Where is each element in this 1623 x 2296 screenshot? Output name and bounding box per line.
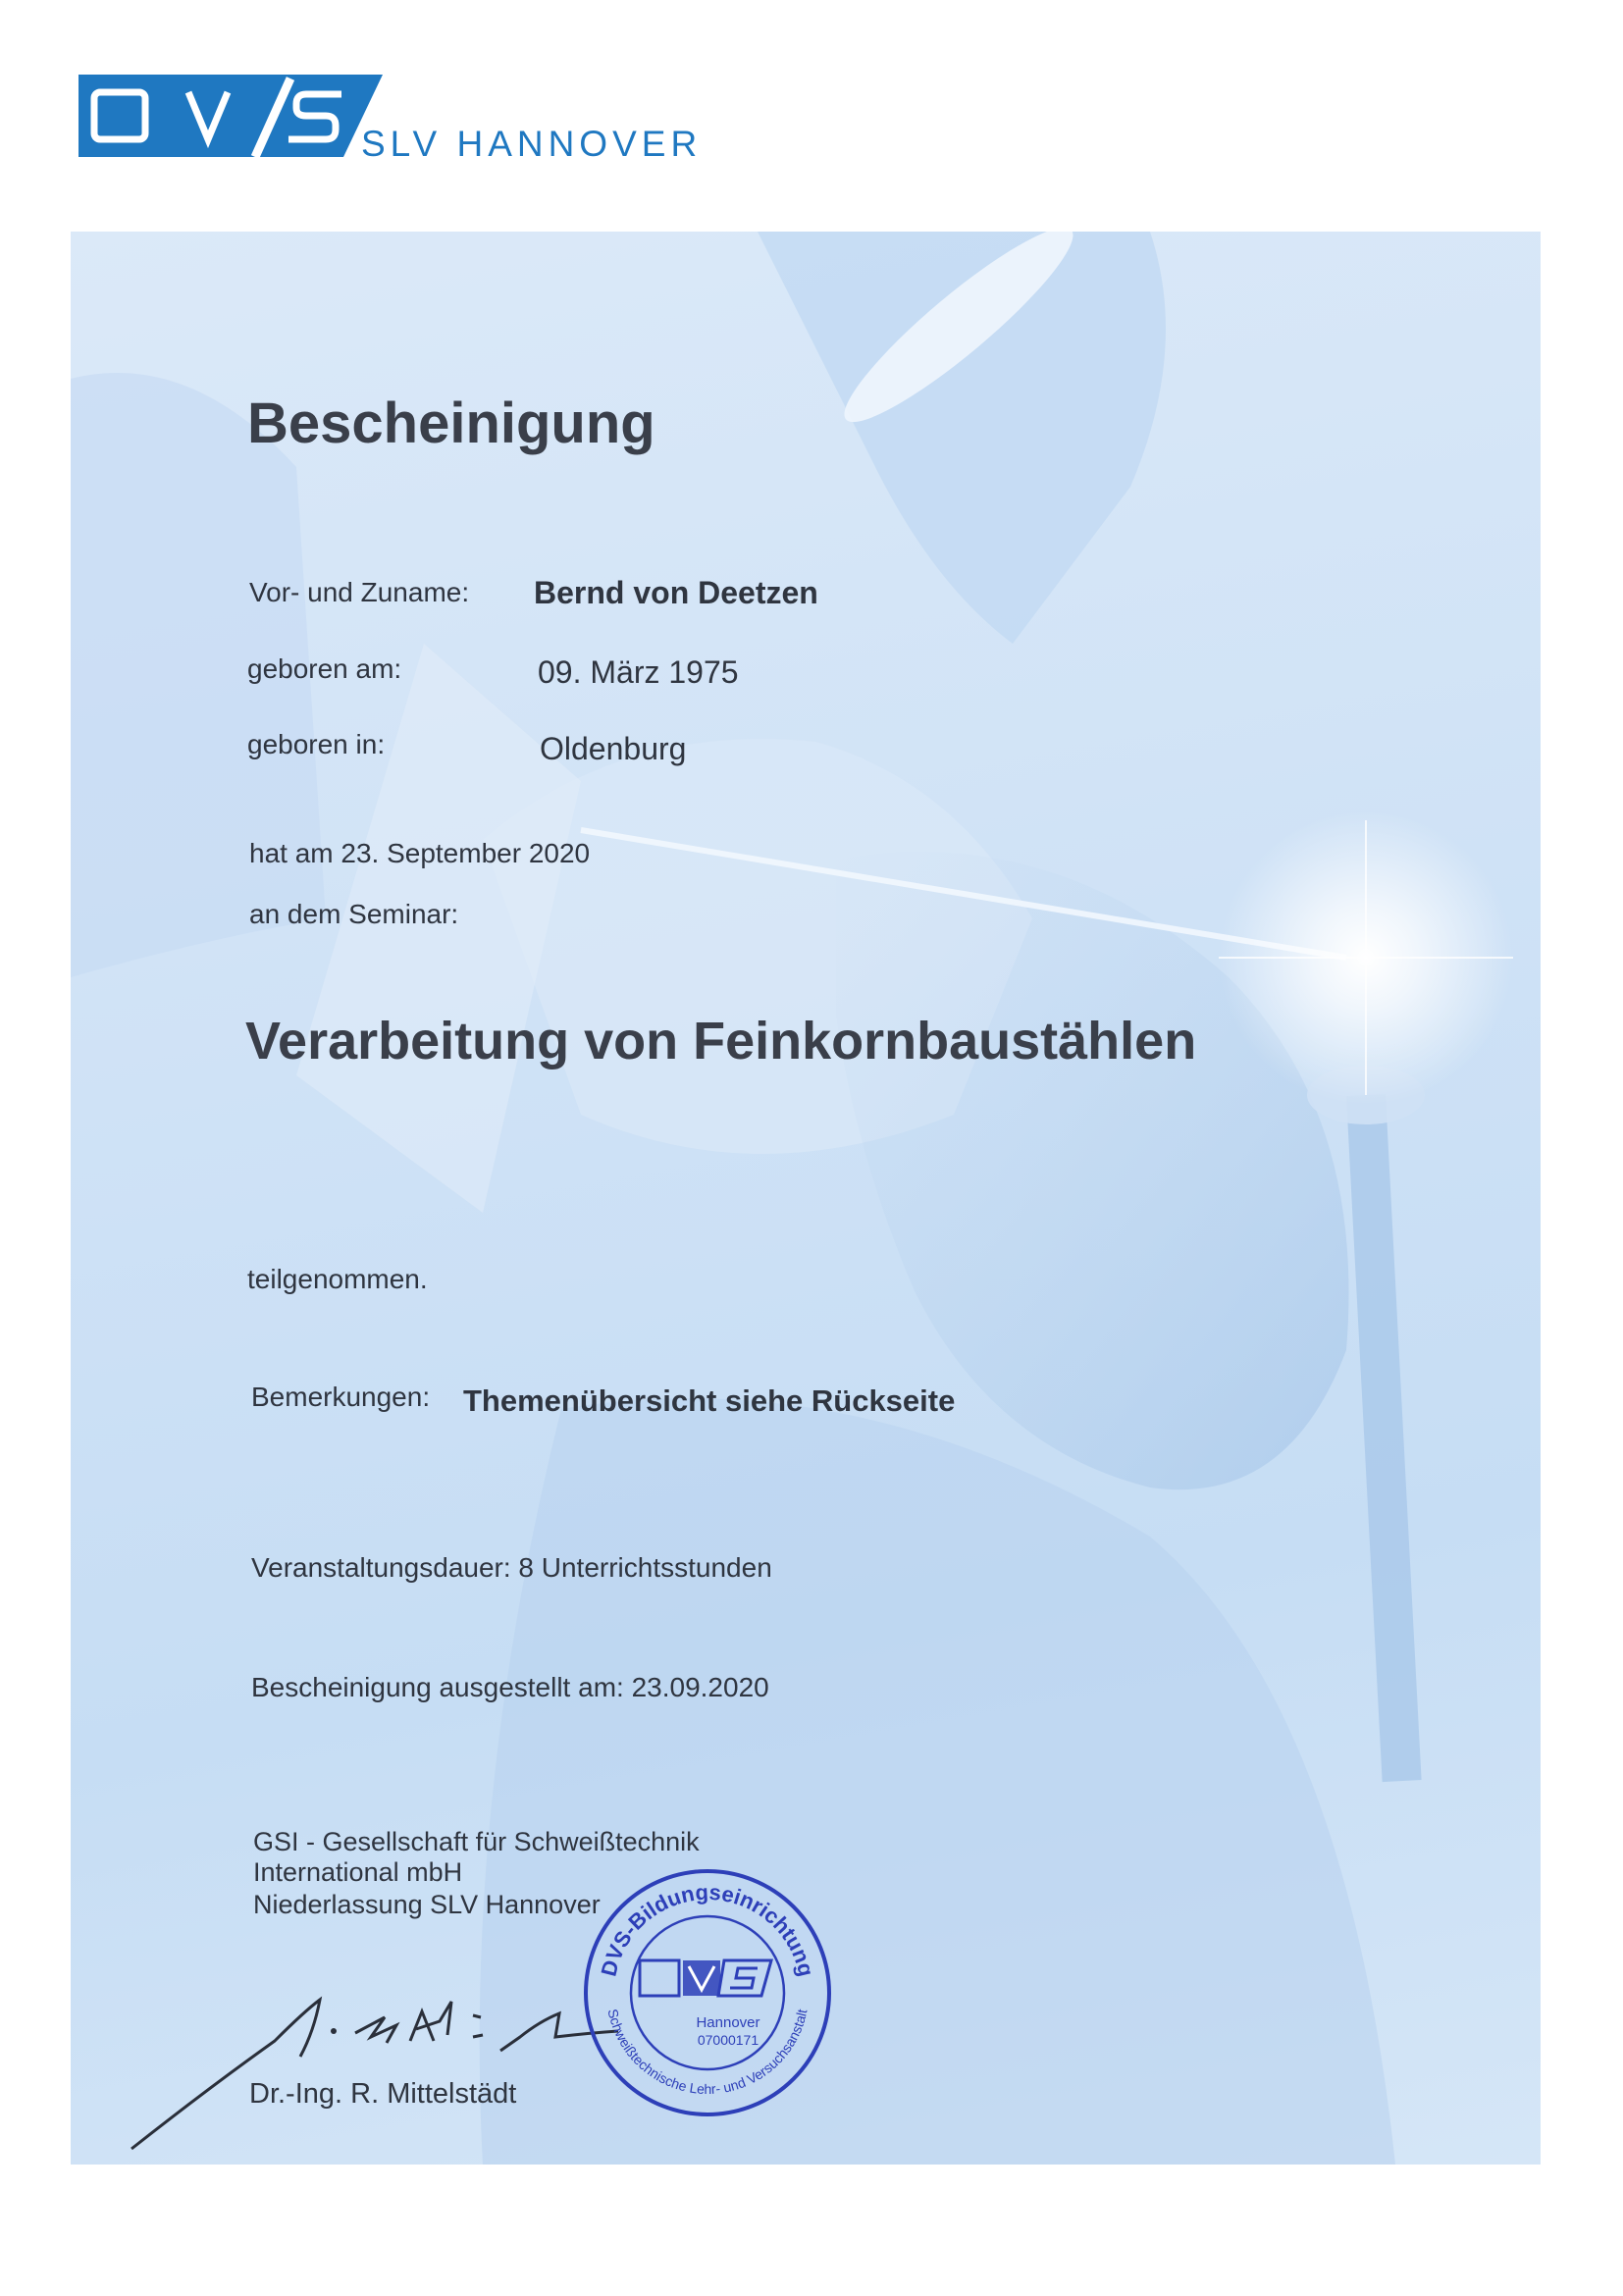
stamp-number: 07000171: [697, 2032, 759, 2048]
stamp-city: Hannover: [696, 2014, 760, 2031]
remarks-label: Bemerkungen:: [251, 1382, 431, 1412]
participated-text: teilgenommen.: [247, 1264, 428, 1294]
birthplace-value: Oldenburg: [540, 731, 687, 766]
stamp-ring-bottom: Schweißtechnische Lehr- und Versuchsanstalt: [604, 2007, 811, 2098]
remarks-value: Themenübersicht siehe Rückseite: [463, 1383, 956, 1418]
dvs-logo-mark: [79, 75, 383, 163]
issued-date-text: Bescheinigung ausgestellt am: 23.09.2020: [251, 1672, 769, 1702]
date-line: hat am 23. September 2020: [249, 838, 591, 868]
birthdate-value: 09. März 1975: [538, 654, 739, 690]
dvs-logo: [79, 75, 746, 163]
birthdate-label: geboren am:: [247, 653, 402, 684]
logo-subtitle: SLV HANNOVER: [361, 124, 703, 164]
seminar-label: an dem Seminar:: [249, 899, 459, 929]
signer-name: Dr.-Ing. R. Mittelstädt: [249, 2078, 517, 2110]
name-value: Bernd von Deetzen: [534, 575, 818, 610]
seminar-title: Verarbeitung von Feinkornbaustählen: [245, 1012, 1197, 1070]
issuer-line-1: GSI - Gesellschaft für Schweißtechnik: [253, 1827, 700, 1856]
issuer-line-3: Niederlassung SLV Hannover: [253, 1890, 601, 1919]
handwritten-signature: [128, 1972, 657, 2159]
stamp-ring-top: DVS-Bildungseinrichtung: [596, 1879, 819, 1979]
birthplace-label: geboren in:: [247, 729, 386, 759]
name-label: Vor- und Zuname:: [249, 577, 470, 607]
duration-text: Veranstaltungsdauer: 8 Unterrichtsstunden: [251, 1552, 772, 1583]
issuer-line-2: International mbH: [253, 1857, 463, 1887]
certificate-title: Bescheinigung: [247, 391, 655, 455]
dvs-stamp: [579, 1864, 836, 2121]
